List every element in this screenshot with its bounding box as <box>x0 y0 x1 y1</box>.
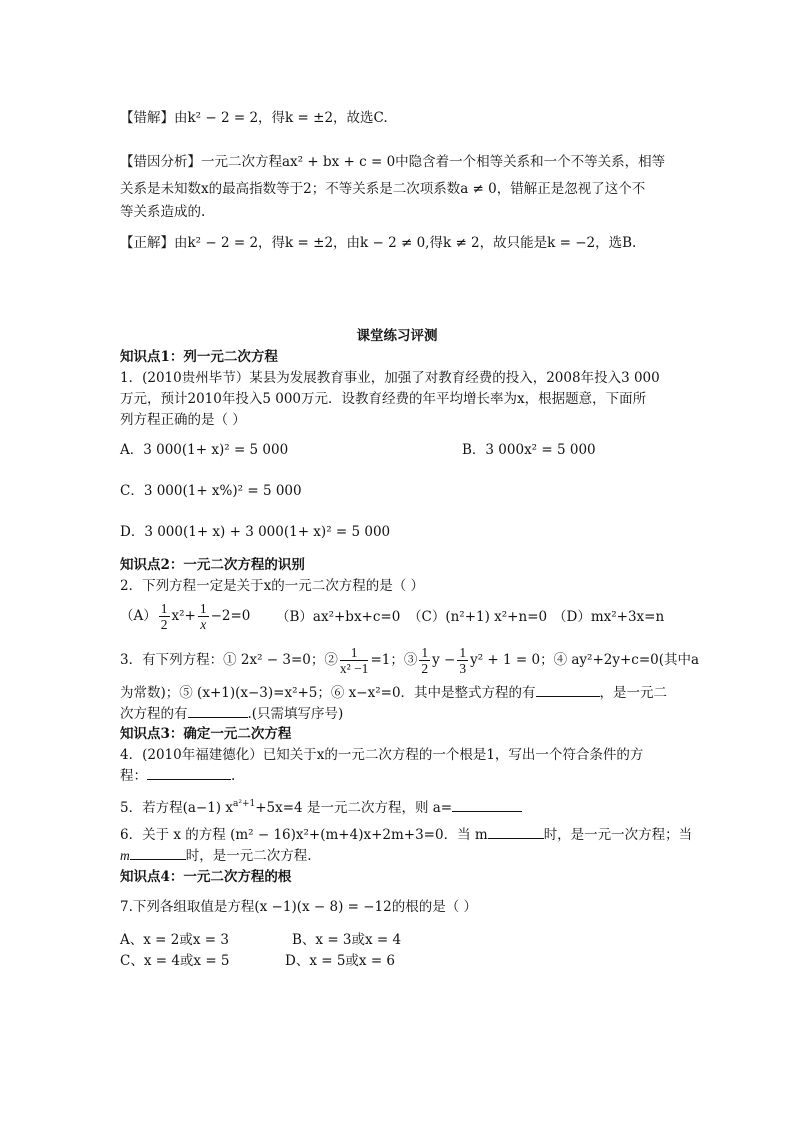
q7-stem: 7.下列各组取值是方程(x −1)(x − 8) = −12的根的是（ ） <box>120 899 478 915</box>
q5-text: 5．若方程(a−1) x <box>120 800 233 816</box>
q6-text: 时，是一元一次方程；当 <box>543 827 693 843</box>
numerator: 1 <box>459 645 467 660</box>
error-analysis-line-1: 【错因分析】一元二次方程ax² + bx + c = 0中隐含着一个相等关系和一个不等关系，相等 <box>120 154 666 170</box>
q2-options <box>120 601 250 632</box>
error-analysis-line-3: 等关系造成的. <box>120 204 206 220</box>
error-analysis-line-2: 关系是未知数x的最高指数等于2；不等关系是二次项系数a ≠ 0，错解正是忽视了这个不 <box>120 181 646 197</box>
denominator: 3 <box>459 661 467 676</box>
kp1-heading: 知识点1：列一元二次方程 <box>120 349 278 365</box>
q1-line-1: 1．(2010贵州毕节）某县为发展教育事业，加强了对教育经费的投入，2008年投入3 000 <box>120 370 660 386</box>
q4-text: . <box>231 768 236 784</box>
kp3-heading: 知识点3：确定一元二次方程 <box>120 726 292 742</box>
answer-blank[interactable] <box>188 705 248 718</box>
q2-option-b: （B）ax²+bx+c=0 <box>276 609 401 625</box>
q6-line-1 <box>120 825 692 845</box>
q7-option-a: A、x = 2或x = 3 <box>120 932 229 948</box>
answer-blank[interactable] <box>488 826 544 839</box>
q3-line-3 <box>120 704 343 724</box>
q5 <box>120 798 522 818</box>
fraction <box>419 645 430 676</box>
q3-text: =1；③ <box>370 652 418 668</box>
q3-text: y − <box>432 652 456 668</box>
q2-stem: 2．下列方程一定是关于x的一元二次方程的是（ ） <box>120 578 424 594</box>
q3-text: ，是一元二 <box>599 685 668 701</box>
q6-text: 时，是一元二次方程. <box>185 848 312 864</box>
q5-exponent: a²+1 <box>232 799 256 809</box>
term: x²+ <box>171 608 196 624</box>
q2-option-d: （D）mx²+3x=n <box>553 609 665 625</box>
wrong-solution: 【错解】由k² − 2 = 2，得k = ±2，故选C. <box>120 110 388 126</box>
section-title: 课堂练习评测 <box>356 328 438 344</box>
q7-option-d: D、x = 5或x = 6 <box>285 953 396 969</box>
fraction <box>198 601 209 632</box>
q6-text: 6．关于 x 的方程 (m² − 16)x²+(m+4)x+2m+3=0．当 m <box>120 827 488 843</box>
fraction <box>340 645 369 676</box>
answer-blank[interactable] <box>536 684 600 697</box>
fraction <box>457 645 468 676</box>
q4-line-1: 4．(2010年福建德化）已知关于x的一元二次方程的一个根是1，写出一个符合条件的方 <box>120 747 644 763</box>
denominator: x² −1 <box>339 661 369 676</box>
correct-solution: 【正解】由k² − 2 = 2，得k = ±2，由k − 2 ≠ 0,得k ≠ 2，故只能是k = −2，选B. <box>120 235 637 251</box>
q3-text: 次方程的有 <box>120 706 188 722</box>
q1-option-c: C．3 000(1+ x%)² = 5 000 <box>120 483 302 499</box>
q3-line-2 <box>120 683 667 703</box>
numerator: 1 <box>160 601 168 616</box>
q3-text: 为常数)；⑤ (x+1)(x−3)=x²+5；⑥ x−x²=0．其中是整式方程的有 <box>120 685 536 701</box>
q2-option-c: （C）(n²+1) x²+n=0 <box>408 609 548 625</box>
kp2-heading: 知识点2：一元二次方程的识别 <box>120 557 305 573</box>
fraction <box>159 601 170 632</box>
q1-option-b: B．3 000x² = 5 000 <box>462 442 596 458</box>
q3-text: .(只需填写序号) <box>247 706 344 722</box>
denominator: x <box>200 617 207 632</box>
numerator: 1 <box>340 645 369 661</box>
q6-text: m <box>120 848 130 863</box>
q1-line-3: 列方程正确的是（ ） <box>120 412 246 428</box>
q1-option-a: A．3 000(1+ x)² = 5 000 <box>120 442 289 458</box>
q5-text: +5x=4 是一元二次方程，则 a= <box>255 800 453 816</box>
q4-text: 程： <box>120 768 147 784</box>
q3-line-1 <box>120 645 699 676</box>
denominator: 2 <box>421 661 429 676</box>
q7-option-c: C、x = 4或x = 5 <box>120 953 230 969</box>
q6-line-2 <box>120 846 312 866</box>
numerator: 1 <box>199 601 207 616</box>
answer-blank[interactable] <box>130 847 186 860</box>
answer-blank[interactable] <box>147 767 231 780</box>
q7-option-b: B、x = 3或x = 4 <box>292 932 402 948</box>
numerator: 1 <box>421 645 429 660</box>
answer-blank[interactable] <box>452 799 522 812</box>
q3-text: 3．有下列方程：① 2x² − 3=0；② <box>120 652 338 668</box>
q1-line-2: 万元，预计2010年投入5 000万元．设教育经费的年平均增长率为x，根据题意，下面所 <box>120 391 647 407</box>
denominator: 2 <box>160 617 168 632</box>
q2-option-a-label: （A） <box>120 608 157 624</box>
q3-text: y² + 1 = 0；④ ay²+2y+c=0(其中a <box>470 652 700 668</box>
q1-option-d: D．3 000(1+ x) + 3 000(1+ x)² = 5 000 <box>120 524 391 540</box>
kp4-heading: 知识点4：一元二次方程的根 <box>120 869 292 885</box>
term: −2=0 <box>210 608 251 624</box>
q4-line-2 <box>120 766 235 786</box>
